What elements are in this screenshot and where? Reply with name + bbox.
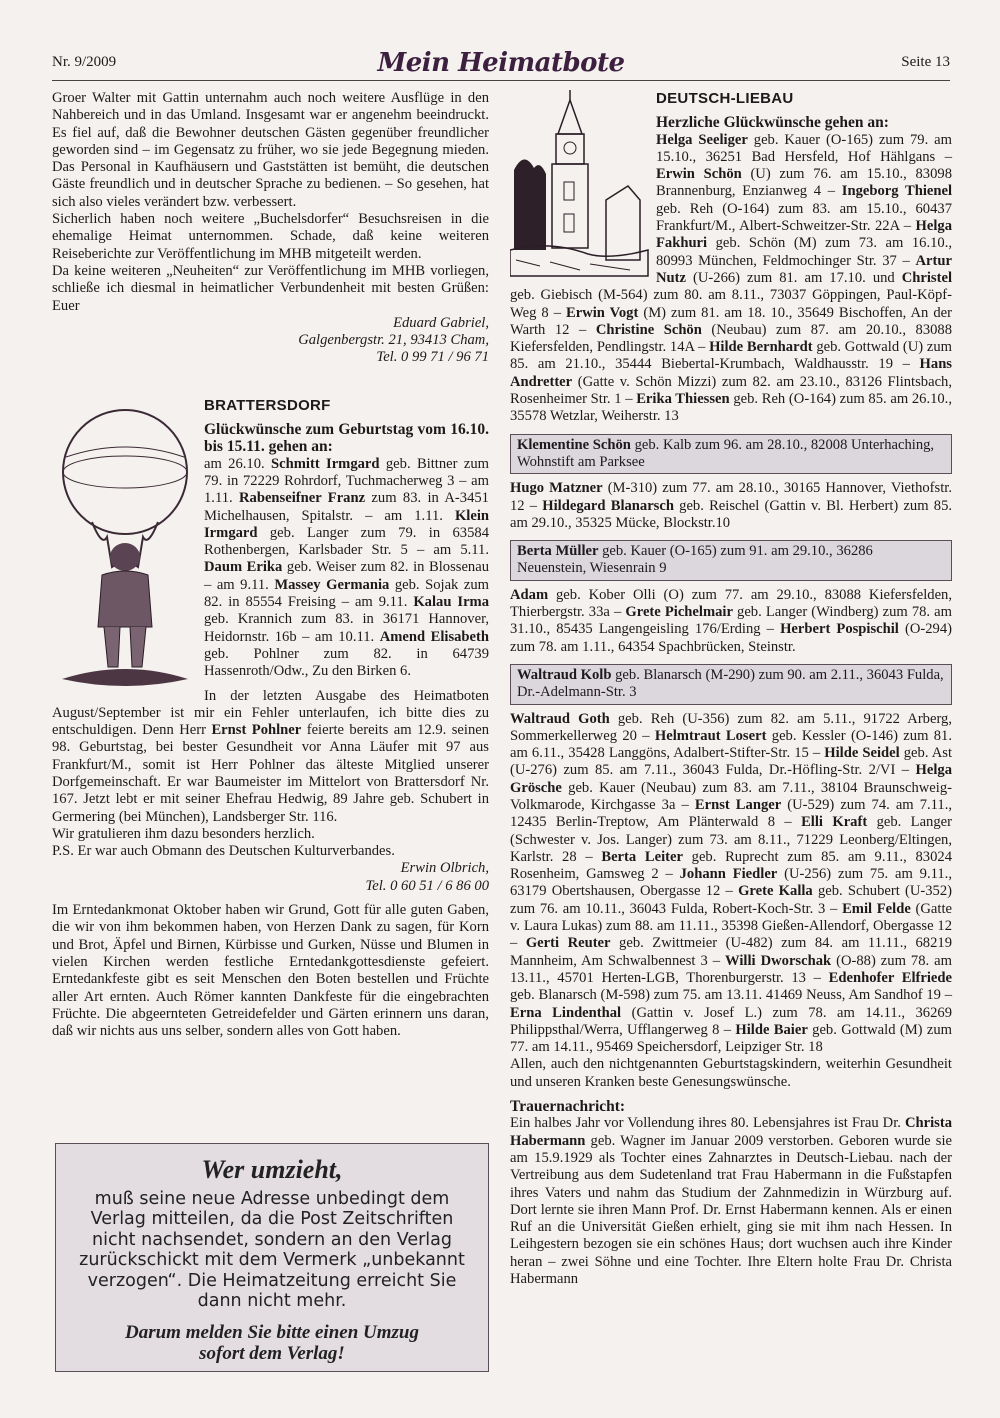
wishes-paragraph: Allen, auch den nichtgenannten Geburtstagskindern, weiterhin Gesundheit und unseren Kranken beste Genesungswünsche. — [510, 1056, 952, 1090]
brattersdorf-subheading: Glückwünsche zum Geburtstag vom 16.10. bis 15.11. gehen an: — [204, 421, 489, 456]
left-column — [52, 90, 489, 1040]
signature-name: Erwin Olbrich, — [400, 860, 489, 877]
intro-paragraph: Groer Walter mit Gattin unternahm auch noch weitere Ausflüge in den Nahbereich und in das Umland. Insgesamt war er angenehm beeindruckt. Es fiel auf, daß die Bewohner deutschen Gästen gegenüber freundlicher geworden sind – im Gegensatz zu früher, wo sie jede Begegnung mieden. Das Personal in Kaufhäusern und Gaststätten ist bemüht, die deutschen Gäste freundlich und in deutscher Sprache zu bedienen. – So gesehen, hat sich also vieles verändert bzw. verbessert. — [52, 90, 489, 210]
birthday-list: Adam geb. Kober Olli (O) zum 77. am 29.10., 83088 Kiefersfelden, Thierbergstr. 33a – Grete Pichelmair geb. Langer (Windberg) zum 78. am 31.10., 85435 Langengeisling 176/Erding – Herbert Pospischil (O-294) zum 78. am 1.11., 64354 Spachbrücken, Steinstr. — [510, 586, 952, 655]
person-name: Hans Andretter — [510, 356, 952, 390]
birthday-list: Hugo Matzner (M-310) zum 77. am 28.10., 30165 Hannover, Viethofstr. 12 – Hildegard Blanarsch geb. Reischel (Gattin v. Bl. Herbert) zum 85. am 29.10., 35325 Mücke, Blockstr.10 — [510, 480, 953, 531]
church-illustration — [510, 90, 650, 278]
person-name: Grete Kalla — [738, 883, 813, 900]
person-name: Hilde Seidel — [824, 745, 900, 762]
person-name: Adam — [510, 586, 549, 603]
intro-paragraph: Da keine weiteren „Neuheiten“ zur Veröffentlichung im MHB vorliegen, schließe ich diesmal in heimatlicher Verbundenheit mit besten Grüßen: Euer — [52, 262, 489, 314]
person-name: Amend Elisabeth — [379, 628, 489, 645]
moving-notice — [55, 1143, 489, 1372]
notice-title: Wer umzieht, — [201, 1155, 343, 1184]
person-name: Kalau Irma — [413, 594, 490, 611]
person-name: Willi Dworschak — [725, 952, 832, 969]
person-name: Christa Habermann — [510, 1115, 952, 1149]
person-name: Gerti Reuter — [525, 935, 611, 952]
person-name: Berta Müller — [517, 543, 599, 560]
person-name: Erwin Schön — [656, 166, 742, 183]
person-name: Waltraud Kolb — [517, 666, 612, 683]
person-name: Artur Nutz — [656, 252, 952, 286]
harvest-paragraph: Im Erntedankmonat Oktober haben wir Grund, Gott für alle guten Gaben, die wir von ihm bekommen haben, von Herzen Dank zu sagen, für Korn und Brot, Äpfel und Birnen, Kürbisse und Gurken, Nüsse und Blumen in vielen Kirchen werden festliche Erntedankgottesdienste gefeiert. Erntedankfeste gibt es seit Menschen den Boten bestellen und Früchte aller Art ernten. Auch Römer kannten Dankfeste für die eingebrachten Früchte. Die abgeernteten Getreidefelder und Gärten erinnern uns daran, daß wir nichts aus uns selber, sondern alles von Gott haben. — [52, 902, 489, 1040]
person-name: Massey Germania — [274, 576, 390, 593]
person-name: Schmitt Irmgard — [271, 455, 380, 472]
person-name: Ernst Langer — [694, 796, 782, 813]
person-name: Klementine Schön — [517, 436, 631, 453]
person-name: Daum Erika — [204, 559, 283, 576]
signature-phone: Tel. 0 99 71 / 96 71 — [376, 349, 489, 366]
intro-paragraph: Sicherlich haben noch weitere „Buchelsdorfer“ Besuchsreisen in die ehemalige Heimat unternommen. Schade, daß keine weiteren Reiseberichte zur Veröffentlichung im MHB mitgeteilt werden. — [52, 211, 489, 262]
brattersdorf-heading: BRATTERSDORF — [204, 396, 331, 414]
person-name: Helmtraut Losert — [654, 727, 767, 744]
person-name: Erwin Vogt — [566, 304, 639, 321]
header-rule — [52, 80, 950, 81]
person-name: Klein Irmgard — [204, 507, 489, 541]
atlas-statue-illustration — [52, 397, 198, 697]
signature-phone: Tel. 0 60 51 / 6 86 00 — [365, 877, 489, 894]
notice-footer: Darum melden Sie bitte einen Umzug — [125, 1321, 419, 1343]
deutsch-liebau-heading: DEUTSCH-LIEBAU — [656, 90, 794, 107]
person-name: Erika Thiessen — [636, 391, 730, 408]
person-name: Ernst Pohlner — [211, 722, 302, 739]
person-name: Erna Lindenthal — [510, 1004, 622, 1021]
person-name: Helga Seeliger — [656, 131, 748, 148]
person-name: Waltraud Goth — [510, 710, 610, 727]
page-number: Seite 13 — [901, 54, 950, 70]
person-name: Hildegard Blanarsch — [542, 497, 674, 514]
person-name: Herbert Pospischil — [780, 621, 899, 638]
person-name: Christel — [901, 269, 952, 286]
signature-address: Galgenbergstr. 21, 93413 Cham, — [298, 332, 489, 349]
obituary-heading: Trauernachricht: — [510, 1098, 626, 1116]
person-name: Christine Schön — [595, 321, 702, 338]
person-name: Ingeborg Thienel — [841, 183, 952, 200]
person-name: Rabenseifner Franz — [239, 490, 366, 507]
brattersdorf-correction: In der letzten Ausgabe des Heimatboten August/September ist mir ein Fehler unterlaufen, ich bitte dies zu entschuldigen. Denn Herr Ernst Pohlner feierte bereits am 12.9. seinen 98. Geburtstag, bei bester Gesundheit vor Anna Läufer mit 97 aus Frankfurt/M., somit ist Herr Pohlner das älteste Mitglied unserer Dorfgemeinschaft. Er war Baumeister im Mittelort von Brattersdorf Nr. 167. Jetzt lebt er mit seiner Ehefrau Hedwig, 89 Jahre geb. Schubert in Germering (bei München), Landsberger Str. 116. — [52, 687, 490, 825]
notice-body: muß seine neue Adresse unbedingt dem Verlag mitteilen, da die Post Zeitschriften nicht nachsendet, sondern an den Verlag zurückschickt mit dem Vermerk „unbekannt verzogen“. Die Heimatzeitung erreicht Sie dann nicht mehr. — [79, 1188, 465, 1311]
person-name: Grete Pichelmair — [625, 604, 733, 621]
issue-number: Nr. 9/2009 — [52, 54, 117, 70]
person-name: Hilde Baier — [735, 1021, 808, 1038]
deutsch-liebau-subheading: Herzliche Glückwünsche gehen an: — [656, 114, 889, 132]
right-column — [510, 90, 952, 1288]
person-name: Helga Fakhuri — [656, 218, 952, 252]
person-name: Edenhofer Elfriede — [828, 969, 952, 986]
person-name: Emil Felde — [842, 900, 911, 917]
highlight-box: Waltraud Kolb geb. Blanarsch (M-290) zum 90. am 2.11., 36043 Fulda, Dr.-Adelmann-Str. 3 — [510, 664, 952, 705]
person-name: Hilde Bernhardt — [709, 339, 813, 356]
person-name: Johann Fiedler — [679, 866, 778, 883]
obituary-paragraph: Ein halbes Jahr vor Vollendung ihres 80. Lebensjahres ist Frau Dr. Christa Habermann geb. Wagner im Januar 2009 verstorben. Geboren wurde sie am 15.9.1929 als Tochter eines Zahnarztes in Deutsch-Liebau. nach der Vertreibung aus dem Sudetenland trat Frau Habermann in die Fußstapfen ihres Vaters und nahm das Studium der Zahnmedizin in Würzburg auf. Dort lernte sie ihren Mann Prof. Dr. Ernst Habermann kennen. Als er einen Ruf an die Universität Gießen erhielt, ging sie mit ihm nach Hessen. In Leihgestern bezogen sie ein schönes Haus; dort wuchsen auch ihre Kinder heran – zwei Söhne und eine Tochter. Ihre Eltern holte Frau Dr. Christa Habermann — [510, 1115, 952, 1287]
brattersdorf-ps: P.S. Er war auch Obmann des Deutschen Kulturverbandes. — [52, 843, 395, 860]
birthday-list: Helga Seeliger geb. Kauer (O-165) zum 79. am 15.10., 36251 Bad Hersfeld, Hof Hählgans – Erwin Schön (U) zum 76. am 15.10., 83098 Brannenburg, Enzianweg 4 – Ingeborg Thienel geb. Reh (O-164) zum 83. am 15.10., 60437 Frankfurt/M., Albert-Schweitzer-Str. 22A – Helga Fakhuri geb. Schön (M) zum 73. am 16.10., 80993 München, Feldmochinger Str. 37 – Artur Nutz (U-266) zum 81. am 17.10. und Christel geb. Giebisch (M-564) zum 80. am 8.11., 73037 Göppingen, Paul-Köpf-Weg 8 – Erwin Vogt (M) zum 81. am 18. 10., 35649 Bischoffen, An der Warth 12 – Christine Schön (Neubau) zum 87. am 20.10., 83088 Kiefersfelden, Pendlingstr. 14A – Hilde Bernhardt geb. Gottwald (U) zum 85. am 21.10., 35444 Biebertal-Krumbach, Waldhausstr. 19 – Hans Andretter (Gatte v. Schön Mizzi) zum 82. am 23.10., 83126 Flintsbach, Rosenheimer Str. 1 – Erika Thiessen geb. Reh (O-164) zum 85. am 26.10., 35578 Wetzlar, Weiherstr. 13 — [510, 131, 953, 425]
person-name: Berta Leiter — [601, 848, 683, 865]
notice-footer: sofort dem Verlag! — [199, 1342, 345, 1364]
highlight-box: Klementine Schön geb. Kalb zum 96. am 28.10., 82008 Unterhaching, Wohnstift am Parksee — [510, 434, 952, 475]
signature-name: Eduard Gabriel, — [393, 314, 489, 331]
masthead-title: Mein Heimatbote — [377, 48, 625, 78]
person-name: Helga Grösche — [510, 762, 952, 796]
birthday-list: Waltraud Goth geb. Reh (U-356) zum 82. am 5.11., 91722 Arberg, Sommerkellerweg 20 – Helmtraut Losert geb. Kessler (O-146) zum 81. am 6.11., 35428 Langgöns, Adalbert-Stifter-Str. 15 – Hilde Seidel geb. Ast (U-276) zum 85. am 7.11., 36043 Fulda, Dr.-Höfling-Str. 2/VI – Helga Grösche geb. Kauer (Neubau) zum 83. am 7.11., 38104 Braunschweig-Volkmarode, Kirchgasse 3a – Ernst Langer (U-529) zum 74. am 7.11., 12435 Berlin-Treptow, Am Plänterwald 8 – Elli Kraft geb. Langer (Schwester v. Jos. Langer) zum 73. am 8.11., 71229 Leonberg/Eltingen, Karlstr. 28 – Berta Leiter geb. Ruprecht zum 85. am 9.11., 83024 Rosenheim, Gamsweg 2 – Johann Fiedler (U-256) zum 75. am 9.11., 63179 Obertshausen, Obergasse 12 – Grete Kalla geb. Schubert (U-352) zum 76. am 10.11., 36043 Fulda, Robert-Koch-Str. 3 – Emil Felde (Gatte v. Laura Lukas) zum 88. am 11.11., 35398 Gießen-Allendorf, Obergasse 12 – Gerti Reuter geb. Zwittmeier (U-482) zum 84. am 11.11., 68219 Mannheim, Am Schwalbennest 3 – Willi Dworschak (O-88) zum 78. am 13.11., 45701 Herten-LGB, Thorenburgerstr. 13 – Edenhofer Elfriede geb. Blanarsch (M-598) zum 75. am 13.11. 41469 Neuss, Am Sandhof 19 – Erna Lindenthal (Gattin v. Josef L.) zum 78. am 14.11., 36269 Philippsthal/Werra, Ufflangerweg 8 – Hilde Baier geb. Gottwald (M) zum 77. am 14.11., 95469 Speichersdorf, Leipziger Str. 18 — [510, 710, 953, 1056]
person-name: Hugo Matzner — [510, 480, 603, 497]
page-header — [52, 48, 950, 88]
person-name: Elli Kraft — [801, 814, 868, 831]
highlight-box: Berta Müller geb. Kauer (O-165) zum 91. am 29.10., 36286 Neuenstein, Wiesenrain 9 — [510, 540, 952, 581]
brattersdorf-congrats: Wir gratulieren ihm dazu besonders herzlich. — [52, 825, 315, 842]
brattersdorf-birthdays: am 26.10. Schmitt Irmgard geb. Bittner zum 79. in 72229 Rohrdorf, Tuchmacherweg 3 – am 1.11. Rabenseifner Franz zum 83. in A-3451 Michelhausen, Spitalstr. – am 1.11. Klein Irmgard geb. Langer zum 79. in 63584 Rothenbergen, Karlsbader Str. 5 – am 5.11. Daum Erika geb. Weiser zum 82. in Blossenau – am 9.11. Massey Germania geb. Sojak zum 82. in 85554 Freising – am 9.11. Kalau Irma geb. Krannich zum 83. in 36171 Hannover, Heidornstr. 16b – am 10.11. Amend Elisabeth geb. Pohlner zum 82. in 64739 Hassenroth/Odw., Zu den Birken 6. — [204, 455, 490, 680]
